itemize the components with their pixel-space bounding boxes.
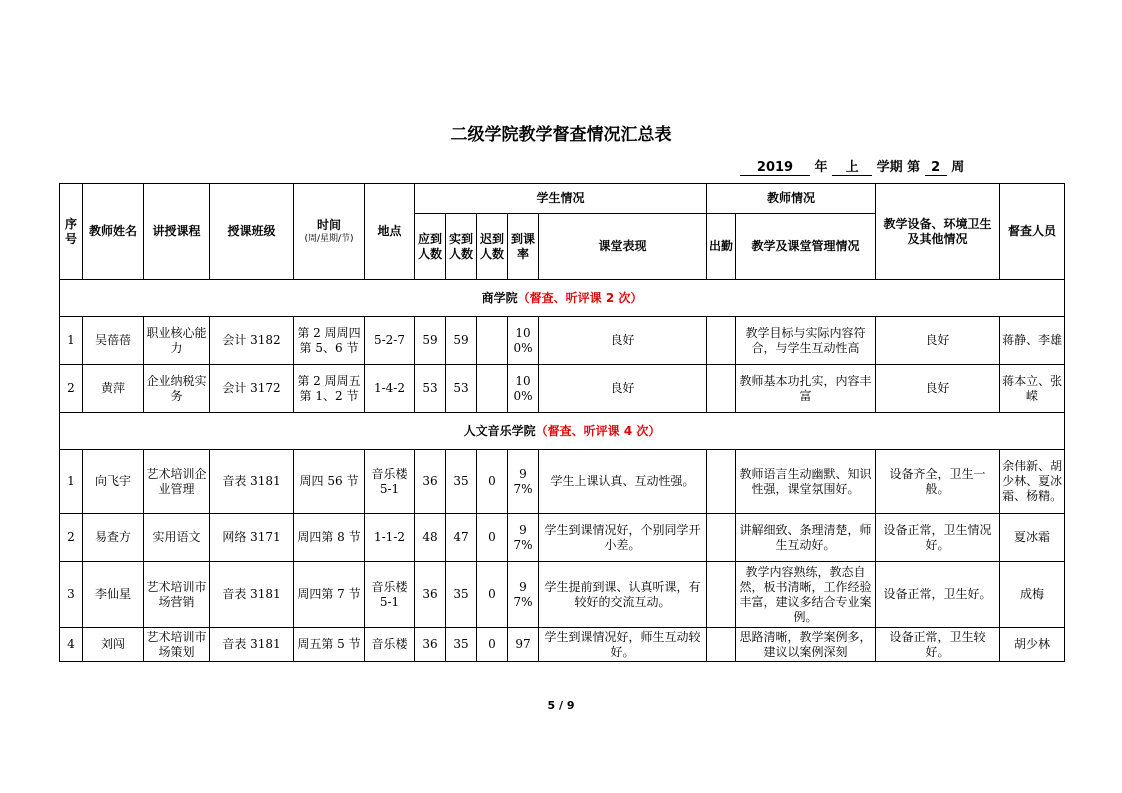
section-name: 人文音乐学院	[463, 423, 536, 438]
cell-class: 音表 3181	[210, 628, 294, 662]
header-class: 授课班级	[210, 184, 294, 280]
header-inspector: 督查人员	[1000, 184, 1065, 280]
cell-management: 思路清晰，教学案例多，建议以案例深刻	[736, 628, 876, 662]
table-row	[60, 628, 1065, 662]
header-teacher-group: 教师情况	[707, 184, 876, 214]
cell-actual: 47	[446, 514, 477, 562]
cell-rate: 97%	[508, 562, 539, 628]
cell-class: 会计 3172	[210, 365, 294, 413]
section-name: 商学院	[481, 290, 518, 305]
cell-inspector: 蒋静、李雄	[1000, 317, 1065, 365]
year-label: 年	[814, 160, 828, 175]
cell-rate: 97%	[508, 450, 539, 514]
header-time	[294, 184, 365, 280]
semester-value: 上	[832, 156, 872, 176]
header-management: 教学及课堂管理情况	[736, 214, 876, 280]
cell-place: 5-2-7	[365, 317, 415, 365]
cell-late: 0	[477, 628, 508, 662]
section-row-business	[60, 280, 1065, 317]
cell-performance: 学生到课情况好，个别同学开小差。	[539, 514, 707, 562]
cell-teacher: 易查方	[83, 514, 144, 562]
header-time-note: (周/星期/节)	[304, 233, 354, 244]
cell-place: 1-1-2	[365, 514, 415, 562]
cell-time: 周四 56 节	[294, 450, 365, 514]
header-place: 地点	[365, 184, 415, 280]
cell-management: 教师语言生动幽默、知识性强，课堂氛围好。	[736, 450, 876, 514]
cell-actual: 53	[446, 365, 477, 413]
table-row	[60, 562, 1065, 628]
cell-inspector: 夏冰霜	[1000, 514, 1065, 562]
cell-expected: 48	[415, 514, 446, 562]
cell-time: 第 2 周周四第 5、6 节	[294, 317, 365, 365]
cell-actual: 35	[446, 450, 477, 514]
section-title	[60, 280, 1065, 317]
header-rate: 到课率	[508, 214, 539, 280]
section-title	[60, 413, 1065, 450]
cell-seq: 4	[60, 628, 83, 662]
cell-class: 网络 3171	[210, 514, 294, 562]
cell-attendance	[707, 514, 736, 562]
cell-expected: 59	[415, 317, 446, 365]
section-note: （督查、听评课 4 次）	[535, 423, 661, 438]
header-course: 讲授课程	[144, 184, 210, 280]
cell-attendance	[707, 365, 736, 413]
cell-inspector: 余伟新、胡少林、夏冰霜、杨精。	[1000, 450, 1065, 514]
header-student-group: 学生情况	[415, 184, 707, 214]
cell-expected: 36	[415, 562, 446, 628]
cell-equipment: 良好	[876, 317, 1000, 365]
table-row	[60, 514, 1065, 562]
cell-late	[477, 365, 508, 413]
cell-course: 艺术培训企业管理	[144, 450, 210, 514]
cell-seq: 1	[60, 450, 83, 514]
header-equipment: 教学设备、环境卫生及其他情况	[876, 184, 1000, 280]
cell-teacher: 黄萍	[83, 365, 144, 413]
cell-rate: 97	[508, 628, 539, 662]
cell-place: 音乐楼	[365, 628, 415, 662]
cell-class: 会计 3182	[210, 317, 294, 365]
cell-time: 周四第 7 节	[294, 562, 365, 628]
document-title: 二级学院教学督查情况汇总表	[450, 125, 672, 145]
cell-teacher: 吴蓓蓓	[83, 317, 144, 365]
cell-time: 周四第 8 节	[294, 514, 365, 562]
cell-class: 音表 3181	[210, 562, 294, 628]
cell-late	[477, 317, 508, 365]
cell-equipment: 设备正常，卫生情况好。	[876, 514, 1000, 562]
cell-place: 音乐楼 5-1	[365, 450, 415, 514]
cell-attendance	[707, 628, 736, 662]
cell-rate: 100%	[508, 317, 539, 365]
cell-actual: 35	[446, 562, 477, 628]
table-row	[60, 317, 1065, 365]
cell-place: 音乐楼 5-1	[365, 562, 415, 628]
header-late: 迟到人数	[477, 214, 508, 280]
cell-performance: 学生上课认真、互动性强。	[539, 450, 707, 514]
week-prefix: 第	[907, 160, 921, 175]
cell-rate: 100%	[508, 365, 539, 413]
cell-attendance	[707, 562, 736, 628]
table-row	[60, 365, 1065, 413]
term-line	[740, 156, 964, 176]
cell-time: 周五第 5 节	[294, 628, 365, 662]
cell-equipment: 良好	[876, 365, 1000, 413]
year-value: 2019	[740, 160, 810, 176]
page-number: 5 / 9	[547, 699, 575, 712]
cell-course: 艺术培训市场策划	[144, 628, 210, 662]
cell-management: 讲解细致、条理清楚，师生互动好。	[736, 514, 876, 562]
cell-late: 0	[477, 514, 508, 562]
header-performance: 课堂表现	[539, 214, 707, 280]
cell-performance: 学生提前到课、认真听课，有较好的交流互动。	[539, 562, 707, 628]
cell-time: 第 2 周周五第 1、2 节	[294, 365, 365, 413]
cell-course: 实用语文	[144, 514, 210, 562]
cell-rate: 97%	[508, 514, 539, 562]
cell-actual: 59	[446, 317, 477, 365]
cell-expected: 36	[415, 628, 446, 662]
cell-place: 1-4-2	[365, 365, 415, 413]
cell-course: 企业纳税实务	[144, 365, 210, 413]
cell-equipment: 设备正常，卫生较好。	[876, 628, 1000, 662]
table-row	[60, 450, 1065, 514]
cell-expected: 53	[415, 365, 446, 413]
cell-course: 艺术培训市场营销	[144, 562, 210, 628]
cell-course: 职业核心能力	[144, 317, 210, 365]
cell-seq: 1	[60, 317, 83, 365]
header-expected: 应到人数	[415, 214, 446, 280]
header-time-label: 时间	[316, 217, 341, 232]
header-row-1	[60, 184, 1065, 214]
cell-teacher: 向飞宇	[83, 450, 144, 514]
inspection-table	[59, 183, 1065, 662]
cell-teacher: 李仙星	[83, 562, 144, 628]
header-seq: 序号	[60, 184, 83, 280]
cell-management: 教学目标与实际内容符合，与学生互动性高	[736, 317, 876, 365]
cell-teacher: 刘闯	[83, 628, 144, 662]
cell-class: 音表 3181	[210, 450, 294, 514]
header-attendance: 出勤	[707, 214, 736, 280]
cell-equipment: 设备齐全，卫生一般。	[876, 450, 1000, 514]
cell-performance: 良好	[539, 365, 707, 413]
cell-inspector: 蒋本立、张嵘	[1000, 365, 1065, 413]
cell-attendance	[707, 317, 736, 365]
cell-management: 教师基本功扎实，内容丰富	[736, 365, 876, 413]
cell-management: 教学内容熟练，教态自然，板书清晰，工作经验丰富，建议多结合专业案例。	[736, 562, 876, 628]
week-value: 2	[925, 160, 947, 176]
cell-equipment: 设备正常，卫生好。	[876, 562, 1000, 628]
semester-label: 学期	[876, 160, 903, 175]
cell-expected: 36	[415, 450, 446, 514]
cell-performance: 良好	[539, 317, 707, 365]
cell-seq: 2	[60, 365, 83, 413]
cell-inspector: 胡少林	[1000, 628, 1065, 662]
cell-inspector: 成梅	[1000, 562, 1065, 628]
header-actual: 实到人数	[446, 214, 477, 280]
cell-late: 0	[477, 562, 508, 628]
header-teacher: 教师姓名	[83, 184, 144, 280]
cell-actual: 35	[446, 628, 477, 662]
cell-attendance	[707, 450, 736, 514]
cell-seq: 3	[60, 562, 83, 628]
week-label: 周	[951, 160, 965, 175]
cell-performance: 学生到课情况好，师生互动较好。	[539, 628, 707, 662]
section-row-humanities	[60, 413, 1065, 450]
section-note: （督查、听评课 2 次）	[517, 290, 643, 305]
cell-seq: 2	[60, 514, 83, 562]
cell-late: 0	[477, 450, 508, 514]
